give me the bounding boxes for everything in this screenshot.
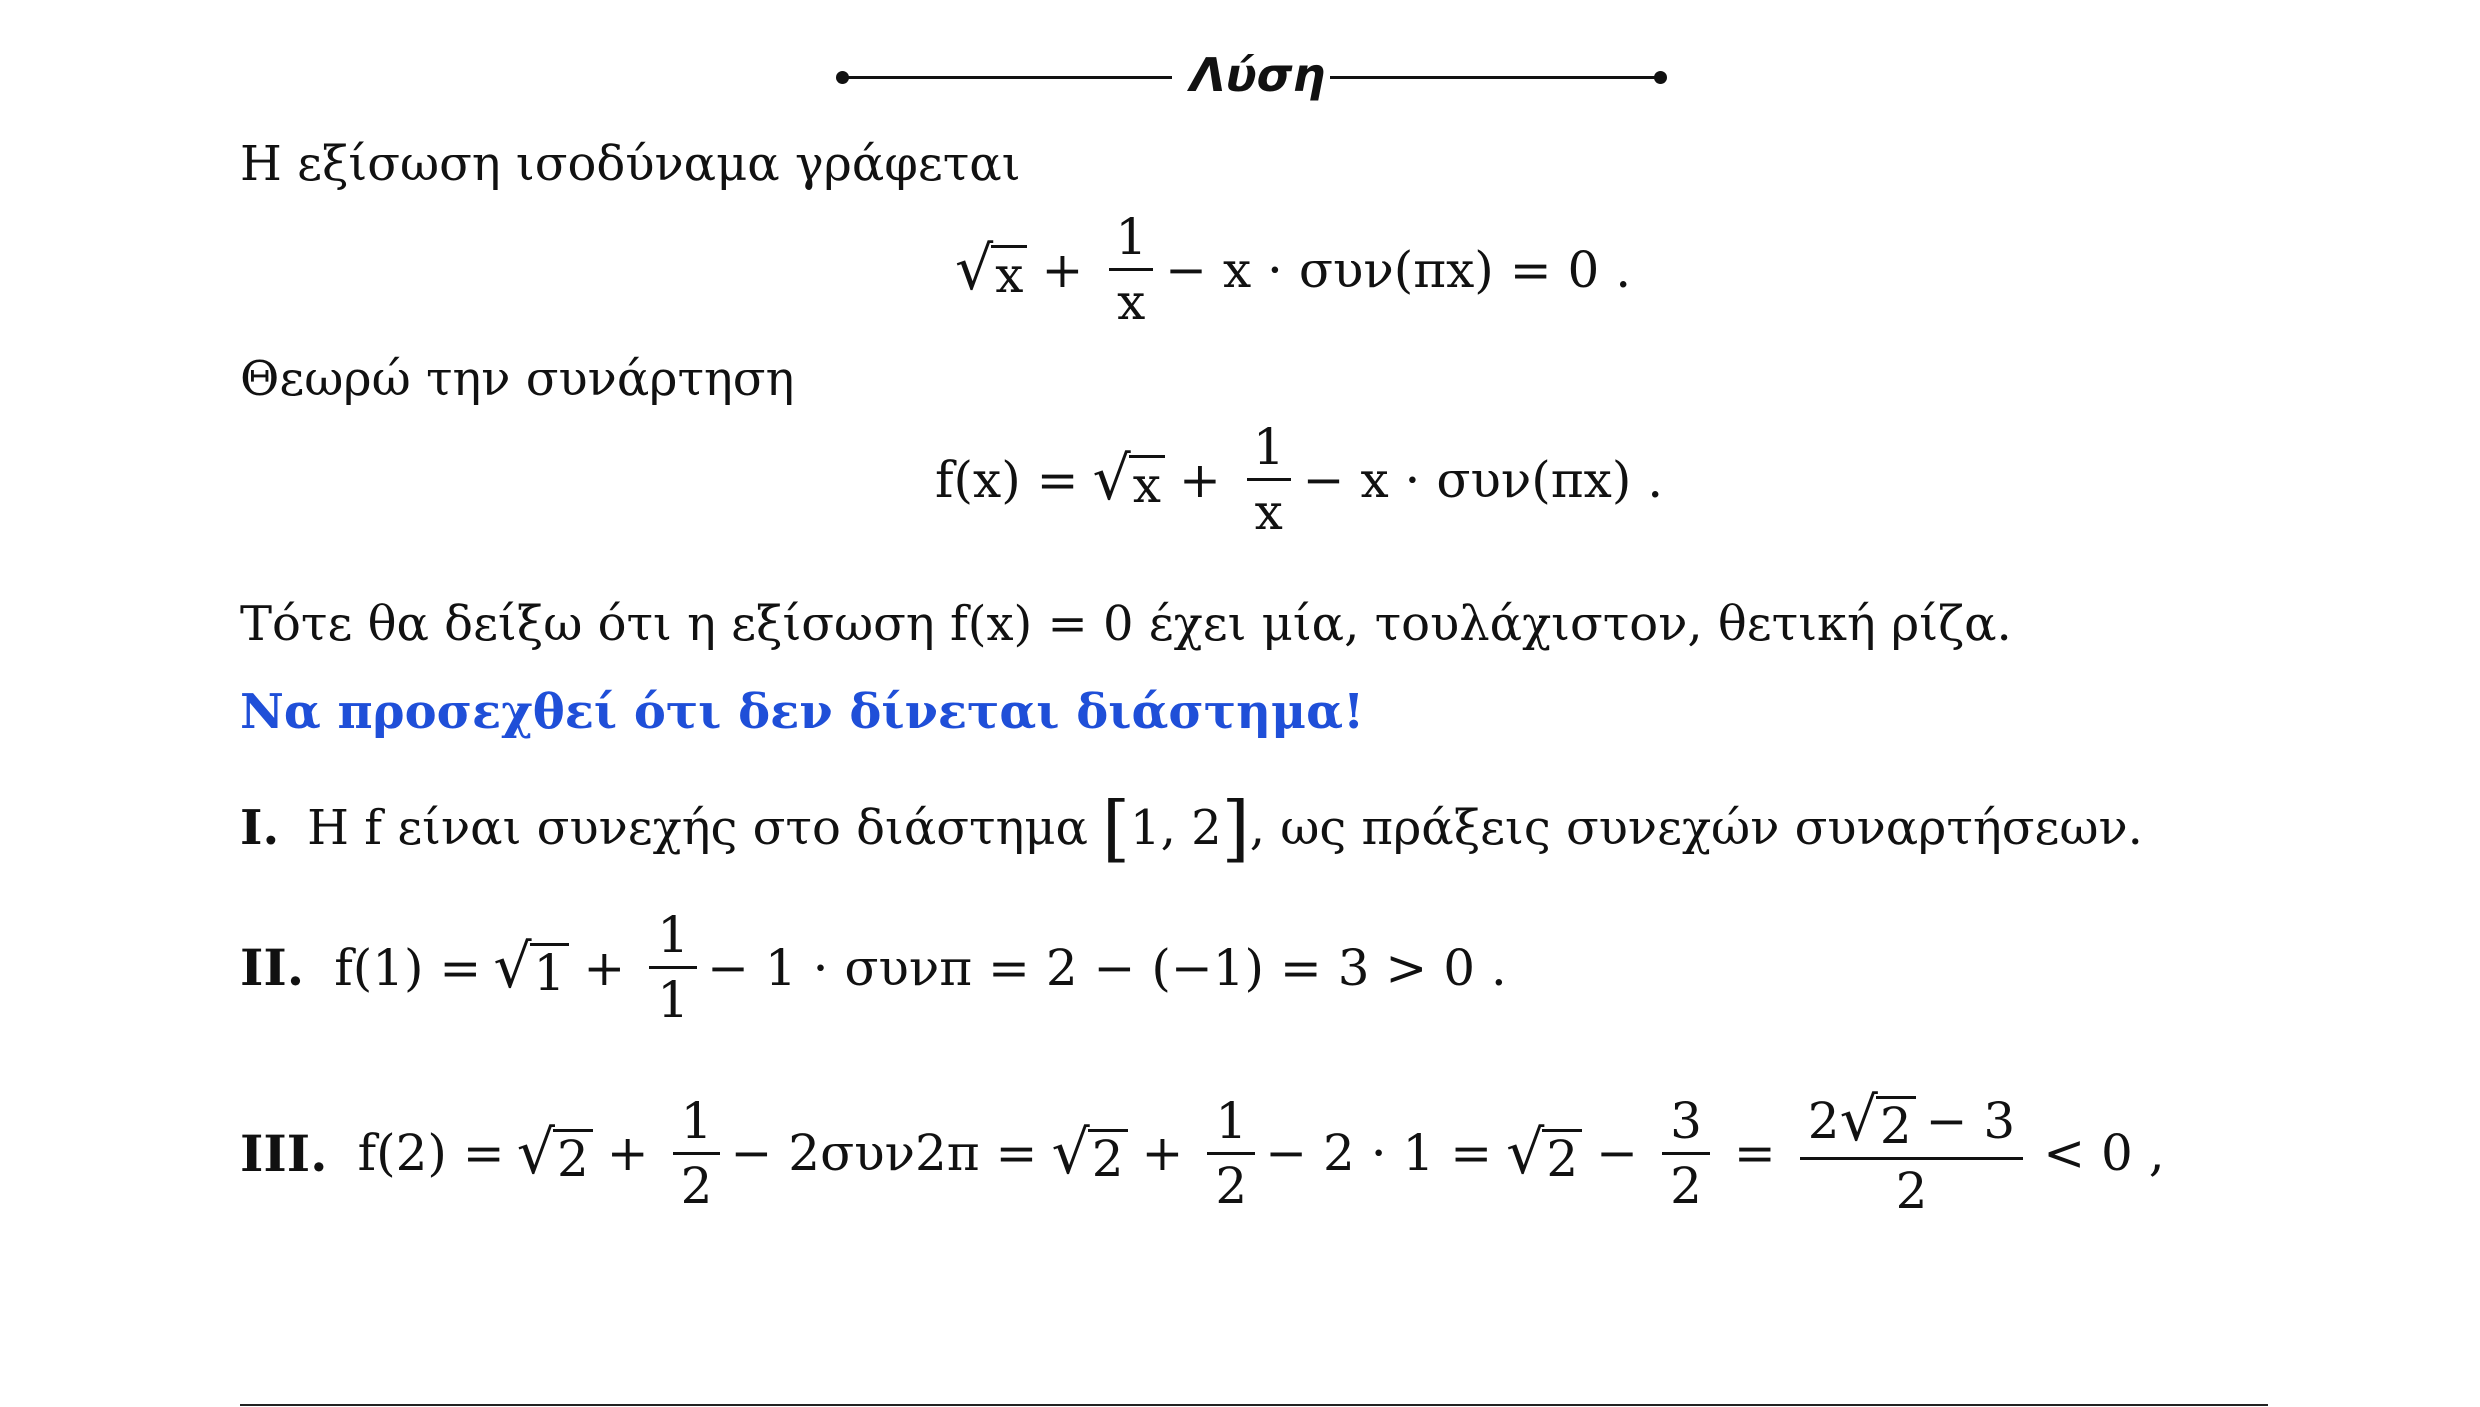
statement-text: Τότε θα δείξω ότι η εξίσωση f(x) = 0 έχει μία, τουλάχιστον, θετική ρίζα. (240, 596, 2012, 652)
bottom-rule (240, 1404, 2268, 1406)
header-title: Λύση (1190, 48, 1326, 102)
intro-text: Η εξίσωση ισοδύναμα γράφεται (240, 136, 1021, 192)
equation-2: f(x) = √ x + $\frac{1}{x}$ − x · συν(πx) . (935, 418, 1664, 541)
fraction-3-over-2: $\frac{3}{2}$ (1662, 1096, 1710, 1211)
interval: 1, 2 (1130, 800, 1222, 856)
header-right-dot (1654, 71, 1667, 84)
item-1-label: I. (240, 800, 280, 856)
fraction-final: 2 √ 2 − 3 2 (1800, 1090, 2023, 1216)
item-3: III. f(2) = √ 2 + $\frac{1}{2}$ − 2συν2π = √ 2 + $\frac{1}{2}$ − 2 · 1 = √ 2 − $\frac{3}{2}$ = 2 √ 2 − 3 2 < 0 , (240, 1085, 2165, 1220)
header-left-rule (842, 76, 1172, 79)
consider-text: Θεωρώ την συνάρτηση (240, 351, 795, 407)
item-2-label: II. (240, 938, 305, 997)
section-header (0, 40, 2480, 110)
item-3-label: III. (240, 1123, 328, 1183)
fraction-1-over-x: $\frac{1}{x}$ (1107, 212, 1155, 327)
fraction-1-over-2: $\frac{1}{2}$ (673, 1096, 721, 1211)
fraction-1-over-2: $\frac{1}{2}$ (1207, 1096, 1255, 1211)
fraction-1-over-x: $\frac{1}{x}$ (1245, 422, 1293, 537)
sqrt-x: √ x (1093, 449, 1165, 510)
equation-1: √ x + $\frac{1}{x}$ − x · συν(πx) = 0 . (955, 208, 1632, 331)
item-2: II. f(1) = √ 1 + $\frac{1}{1}$ − 1 · συνπ = 2 − (−1) = 3 > 0 . (240, 906, 1507, 1029)
sqrt-x: √ x (955, 239, 1027, 300)
fraction-1-over-1: $\frac{1}{1}$ (649, 910, 697, 1025)
header-right-rule (1330, 76, 1660, 79)
item-1: I. Η f είναι συνεχής στο διάστημα [ 1, 2 ] , ως πράξεις συνεχών συναρτήσεων. (240, 786, 2143, 870)
note-text: Να προσεχθεί ότι δεν δίνεται διάστημα! (240, 684, 1365, 740)
sqrt-1: √ 1 (493, 937, 569, 998)
